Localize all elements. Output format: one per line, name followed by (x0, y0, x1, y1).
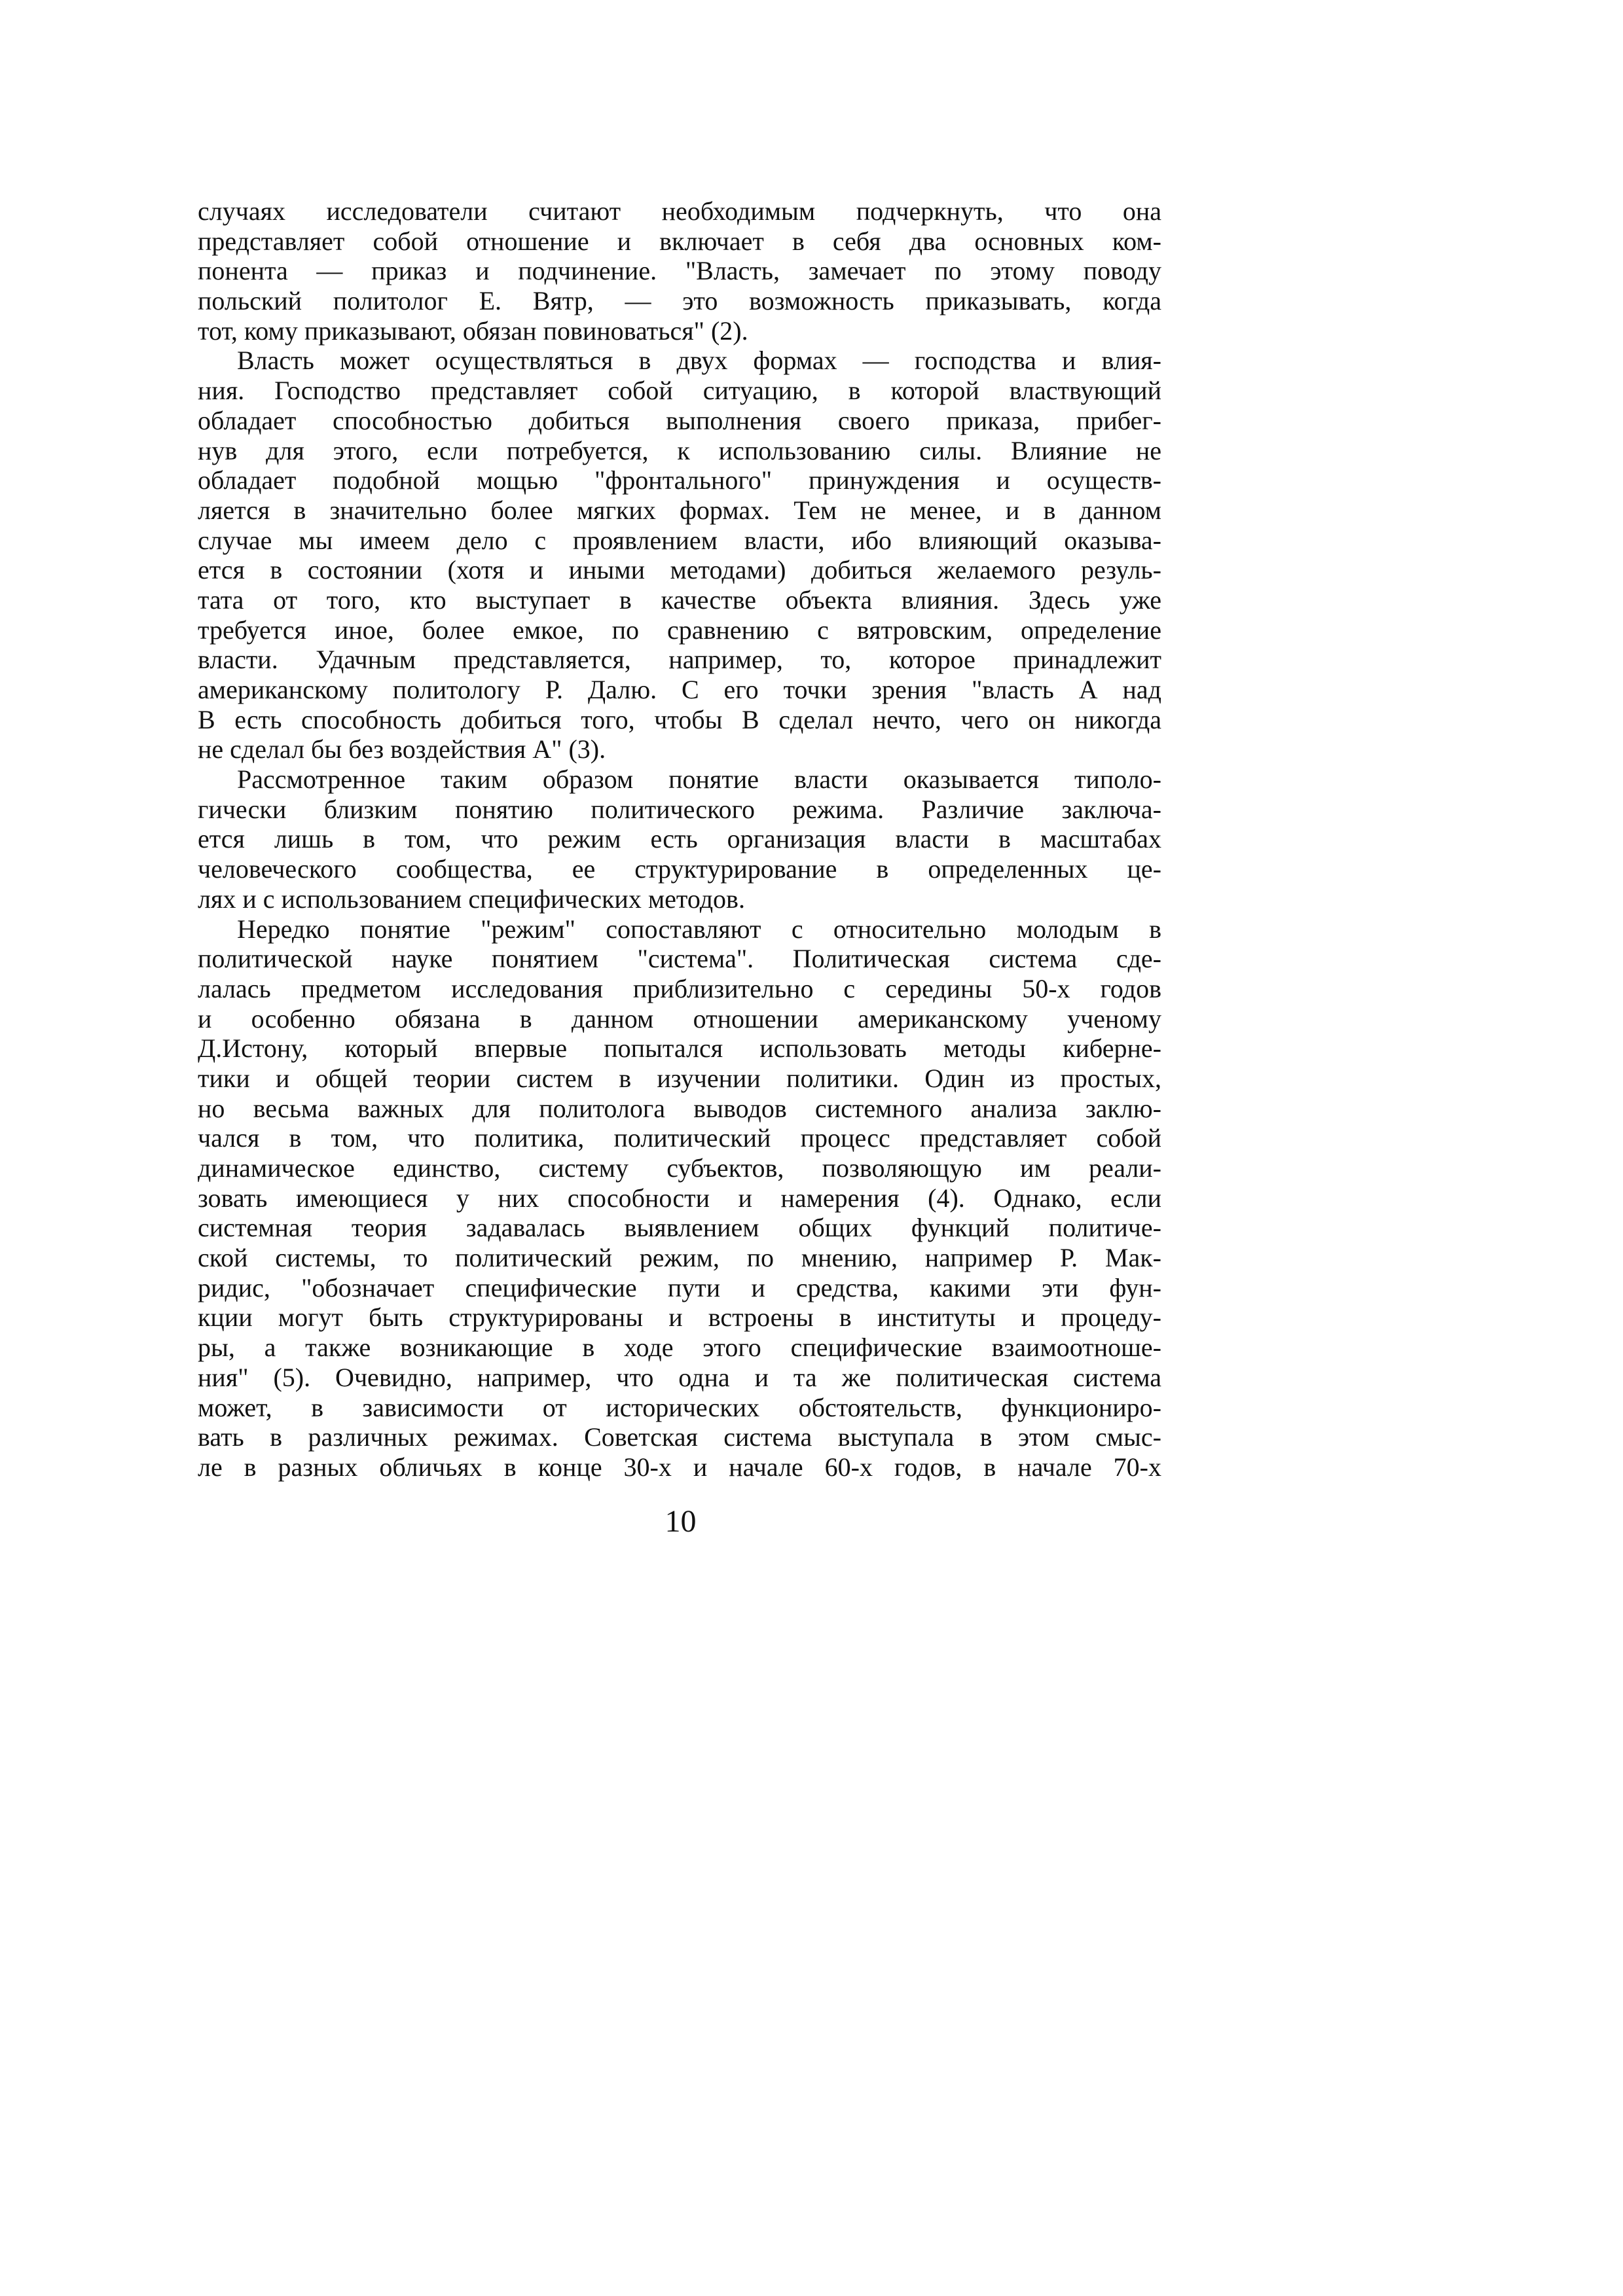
text-line: власти. Удачным представляется, например, то, которое принадлежит (198, 645, 1161, 675)
text-line: случаях исследователи считают необходимым подчеркнуть, что она (198, 196, 1161, 226)
text-line: ле в разных обличьях в конце 30-х и начале 60-х годов, в начале 70-х (198, 1452, 1161, 1482)
text-line: ской системы, то политический режим, по мнению, например Р. Мак- (198, 1243, 1161, 1273)
text-line: ляется в значительно более мягких формах. Тем не менее, и в данном (198, 495, 1161, 525)
text-line: нув для этого, если потребуется, к использованию силы. Влияние не (198, 435, 1161, 465)
text-line: ется в состоянии (хотя и иными методами) добиться желаемого резуль- (198, 555, 1161, 585)
text-line: случае мы имеем дело с проявлением власти, ибо влияющий оказыва- (198, 525, 1161, 555)
body-text (198, 196, 1161, 1482)
text-line: гически близким понятию политического режима. Различие заключа- (198, 794, 1161, 824)
page-number: 10 (665, 1504, 697, 1539)
text-line: но весьма важных для политолога выводов системного анализа заклю- (198, 1093, 1161, 1123)
text-line: может, в зависимости от исторических обстоятельств, функциониро- (198, 1392, 1161, 1422)
text-line: человеческого сообщества, ее структурирование в определенных це- (198, 854, 1161, 884)
text-line: тики и общей теории систем в изучении политики. Один из простых, (198, 1063, 1161, 1093)
text-line: чался в том, что политика, политический процесс представляет собой (198, 1123, 1161, 1153)
text-line: тата от того, кто выступает в качестве объекта влияния. Здесь уже (198, 584, 1161, 615)
text-line: и особенно обязана в данном отношении американскому ученому (198, 1003, 1161, 1033)
text-line: тот, кому приказывают, обязан повиноваться" (2). (198, 315, 748, 346)
text-line: польский политолог Е. Вятр, — это возможность приказывать, когда (198, 286, 1161, 316)
text-line: ридис, "обозначает специфические пути и средства, какими эти фун- (198, 1272, 1161, 1302)
text-line: ния. Господство представляет собой ситуацию, в которой властвующий (198, 376, 1161, 406)
text-line: ры, а также возникающие в ходе этого специфические взаимоотноше- (198, 1333, 1161, 1363)
text-line: В есть способность добиться того, чтобы В сделал нечто, чего он никогда (198, 704, 1161, 734)
text-line: вать в различных режимах. Советская система выступала в этом смыс- (198, 1422, 1161, 1452)
text-line: американскому политологу Р. Далю. С его точки зрения "власть А над (198, 675, 1161, 704)
text-line: понента — приказ и подчинение. "Власть, замечает по этому поводу (198, 256, 1161, 286)
text-line: Д.Истону, который впервые попытался использовать методы киберне- (198, 1033, 1161, 1064)
paragraph-first-line: Нередко понятие "режим" сопоставляют с относительно молодым в (237, 914, 1161, 944)
paragraph-first-line: Рассмотренное таким образом понятие власти оказывается типоло- (237, 764, 1161, 795)
text-line: обладает способностью добиться выполнения своего приказа, прибег- (198, 405, 1161, 435)
text-line: зовать имеющиеся у них способности и намерения (4). Однако, если (198, 1183, 1161, 1213)
text-line: ется лишь в том, что режим есть организация власти в масштабах (198, 824, 1161, 854)
text-line: обладает подобной мощью "фронтального" принуждения и осуществ- (198, 465, 1161, 495)
text-line: лях и с использованием специфических методов. (198, 884, 745, 914)
text-line: кции могут быть структурированы и встроены в институты и процеду- (198, 1302, 1161, 1333)
text-line: не сделал бы без воздействия А" (3). (198, 734, 606, 764)
text-line: политической науке понятием "система". Политическая система сде- (198, 944, 1161, 974)
paragraph-first-line: Власть может осуществляться в двух формах — господства и влия- (237, 346, 1161, 376)
text-line: динамическое единство, систему субъектов, позволяющую им реали- (198, 1153, 1161, 1183)
text-line: ния" (5). Очевидно, например, что одна и та же политическая система (198, 1362, 1161, 1392)
text-line: требуется иное, более емкое, по сравнению с вятровским, определение (198, 615, 1161, 645)
text-line: лалась предметом исследования приблизительно с середины 50-х годов (198, 973, 1161, 1003)
text-line: системная теория задавалась выявлением общих функций политиче- (198, 1213, 1161, 1243)
text-line: представляет собой отношение и включает в себя два основных ком- (198, 226, 1161, 256)
